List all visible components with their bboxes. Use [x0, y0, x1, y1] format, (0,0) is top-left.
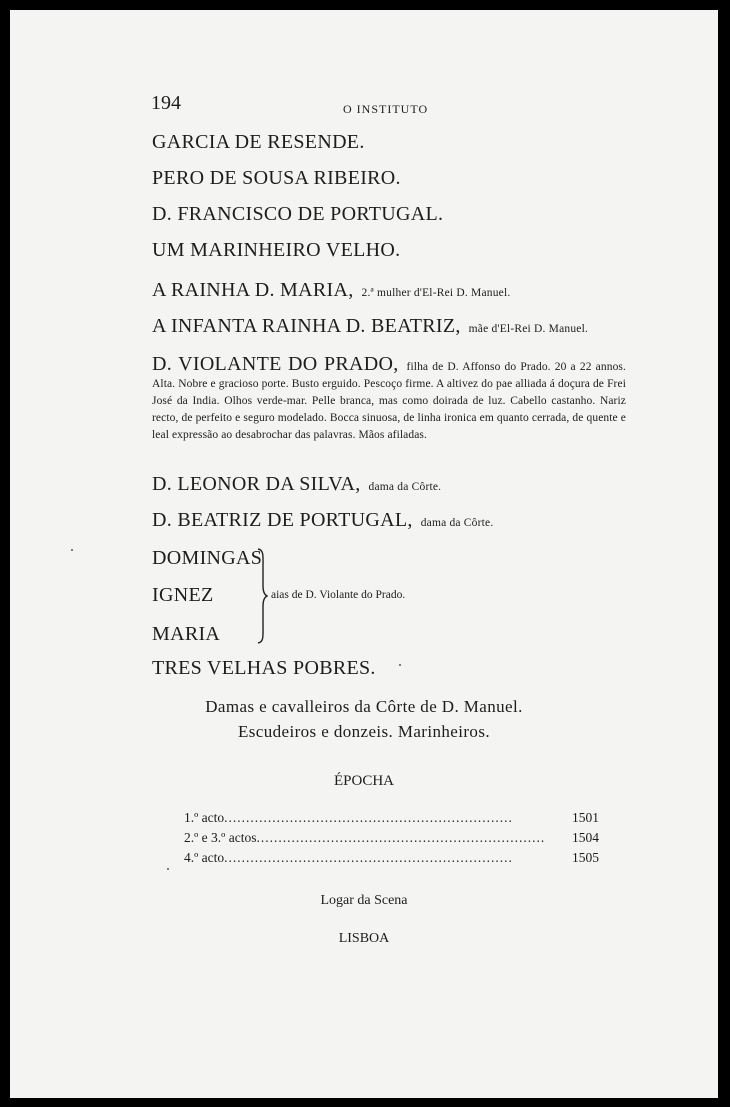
epocha-row-label: 4.º acto [184, 850, 225, 865]
extras-line-1: Damas e cavalleiros da Côrte de D. Manuel. [205, 697, 523, 716]
character-maria: MARIA [152, 623, 221, 645]
epocha-row-year: 1504 [572, 830, 599, 845]
character-infanta [152, 315, 588, 338]
character-garcia: GARCIA DE RESENDE. [152, 131, 365, 153]
character-beatriz [152, 509, 493, 532]
character-violante [152, 353, 626, 444]
book-page [10, 10, 718, 1098]
character-marinheiro: UM MARINHEIRO VELHO. [152, 239, 401, 261]
character-beatriz-desc: dama da Côrte. [420, 517, 494, 529]
character-infanta-name: A INFANTA RAINHA D. BEATRIZ, [152, 315, 461, 337]
character-rainha-name: A RAINHA D. MARIA, [152, 279, 354, 301]
paper-speck [71, 549, 73, 551]
leader-dots: .................................................................. [224, 850, 513, 865]
epocha-row-label: 1.º acto [184, 810, 225, 825]
character-leonor-name: D. LEONOR DA SILVA, [152, 473, 361, 495]
character-beatriz-name: D. BEATRIZ DE PORTUGAL, [152, 509, 413, 531]
epocha-row [184, 810, 599, 826]
epocha-row-label: 2.º e 3.º actos [184, 830, 257, 845]
curly-brace-icon [256, 548, 268, 644]
character-francisco: D. FRANCISCO DE PORTUGAL. [152, 203, 444, 225]
scene-label: Logar da Scena [320, 893, 408, 908]
epocha-row [184, 830, 599, 846]
extras-line-2: Escudeiros e donzeis. Marinheiros. [237, 722, 490, 741]
epocha-row [184, 850, 599, 866]
character-violante-desc: filha de D. Affonso do Prado. 20 a 22 annos. Alta. Nobre e gracioso porte. Busto erguido. Pescoço firme. A altivez do pae alliada á doçura de Frei José da India. Olhos verde-mar. Pelle branca, mas como doirada de luz. Cabello castanho. Nariz recto, de perfeito e seguro modelado. Bocca sinuosa, de linha ironica em quanto cerrada, de quente e leal expressão ao desabrochar das palavras. Mãos afiladas. [152, 361, 626, 441]
character-rainha [152, 279, 510, 302]
character-pero: PERO DE SOUSA RIBEIRO. [152, 167, 401, 189]
character-leonor [152, 473, 441, 496]
paper-speck [399, 664, 401, 666]
page-number: 194 [151, 92, 181, 114]
scene-place: LISBOA [338, 931, 390, 946]
character-rainha-desc: 2.ª mulher d'El-Rei D. Manuel. [361, 287, 511, 299]
character-violante-name: D. VIOLANTE DO PRADO, [152, 353, 399, 375]
epocha-row-year: 1505 [572, 850, 599, 865]
paper-speck [167, 868, 169, 870]
character-domingas: DOMINGAS [152, 547, 263, 569]
character-infanta-desc: mãe d'El-Rei D. Manuel. [468, 323, 589, 335]
leader-dots: .................................................................. [256, 830, 546, 845]
epocha-title: ÉPOCHA [333, 773, 394, 789]
character-velhas: TRES VELHAS POBRES. [152, 657, 376, 679]
epocha-row-year: 1501 [572, 810, 599, 825]
character-ignez: IGNEZ [152, 584, 214, 606]
leader-dots: .................................................................. [224, 810, 513, 825]
character-leonor-desc: dama da Côrte. [368, 481, 442, 493]
running-header: O INSTITUTO [343, 102, 429, 116]
aias-desc: aias de D. Violante do Prado. [271, 589, 406, 601]
